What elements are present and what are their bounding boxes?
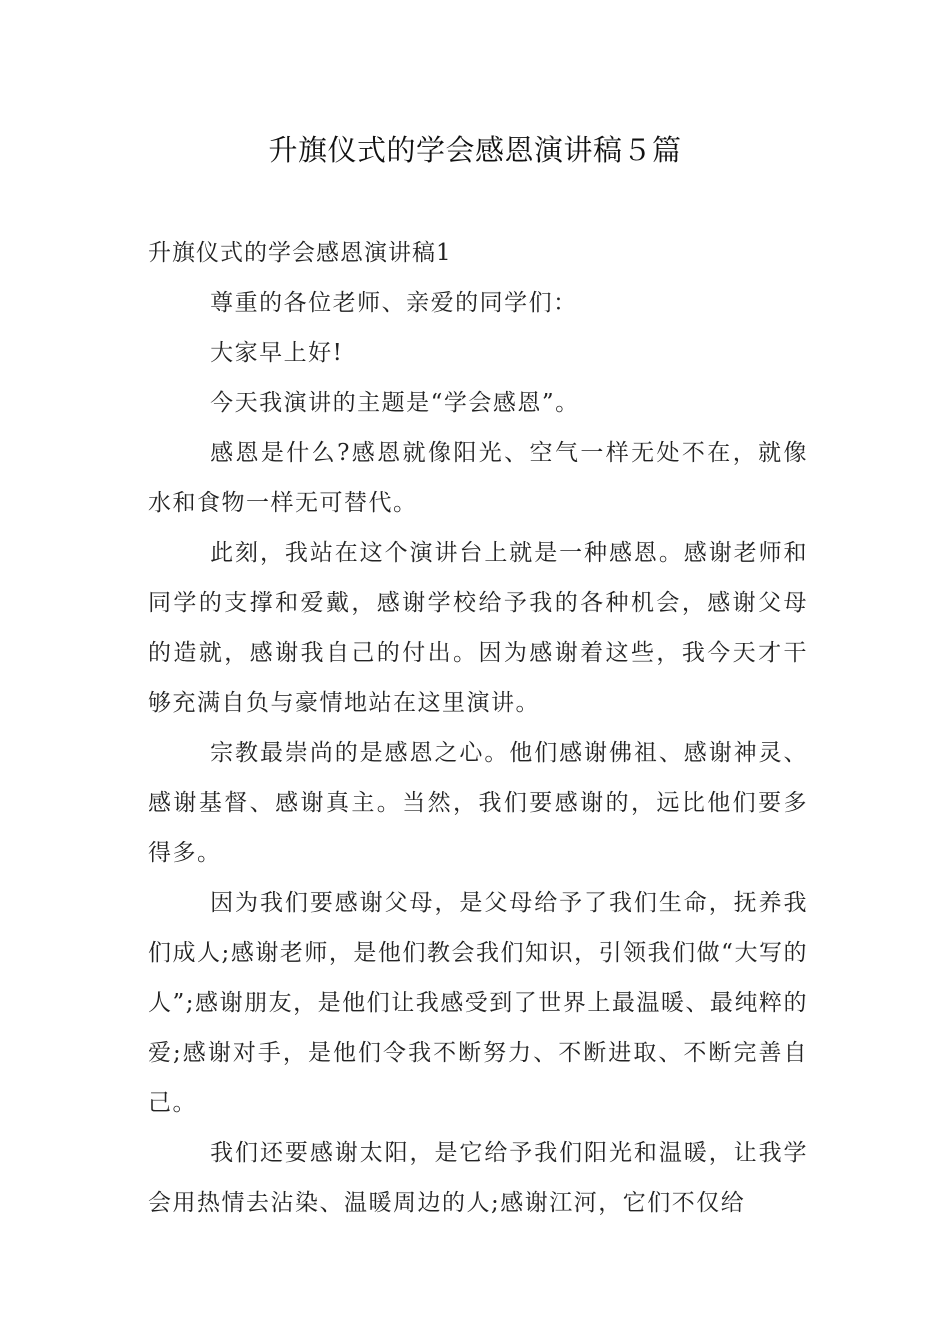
- paragraph-topic: 今天我演讲的主题是“学会感恩”。: [210, 390, 580, 416]
- document-title: 升旗仪式的学会感恩演讲稿５篇: [268, 133, 682, 167]
- paragraph-standing-here: 此刻，我站在这个演讲台上就是一种感恩。感谢老师和同学的支撑和爱戴，感谢学校给予我的各种机会，感谢父母的造就，感谢我自己的付出。因为感谢着这些，我今天才干够充满自负与豪情地站在这里演讲。: [148, 540, 808, 716]
- document-body: [148, 228, 808, 1228]
- paragraph-religion: 宗教最崇尚的是感恩之心。他们感谢佛祖、感谢神灵、感谢基督、感谢真主。当然，我们要感谢的，远比他们要多得多。: [148, 740, 808, 866]
- section-title: 升旗仪式的学会感恩演讲稿1: [148, 240, 452, 266]
- paragraph-salutation: 尊重的各位老师、亲爱的同学们：: [210, 290, 578, 316]
- paragraph-thank-sun: 我们还要感谢太阳，是它给予我们阳光和温暖，让我学会用热情去沾染、温暖周边的人;感谢江河，它们不仅给: [148, 1140, 808, 1216]
- paragraph-what-is-gratitude: 感恩是什么?感恩就像阳光、空气一样无处不在，就像水和食物一样无可替代。: [148, 440, 808, 516]
- paragraph-thank-parents: 因为我们要感谢父母，是父母给予了我们生命，抚养我们成人;感谢老师，是他们教会我们知识，引领我们做“大写的人”;感谢朋友，是他们让我感受到了世界上最温暖、最纯粹的爱;感谢对手，是他们令我不断努力、不断进取、不断完善自己。: [148, 890, 808, 1116]
- paragraph-greeting: 大家早上好!: [210, 340, 344, 366]
